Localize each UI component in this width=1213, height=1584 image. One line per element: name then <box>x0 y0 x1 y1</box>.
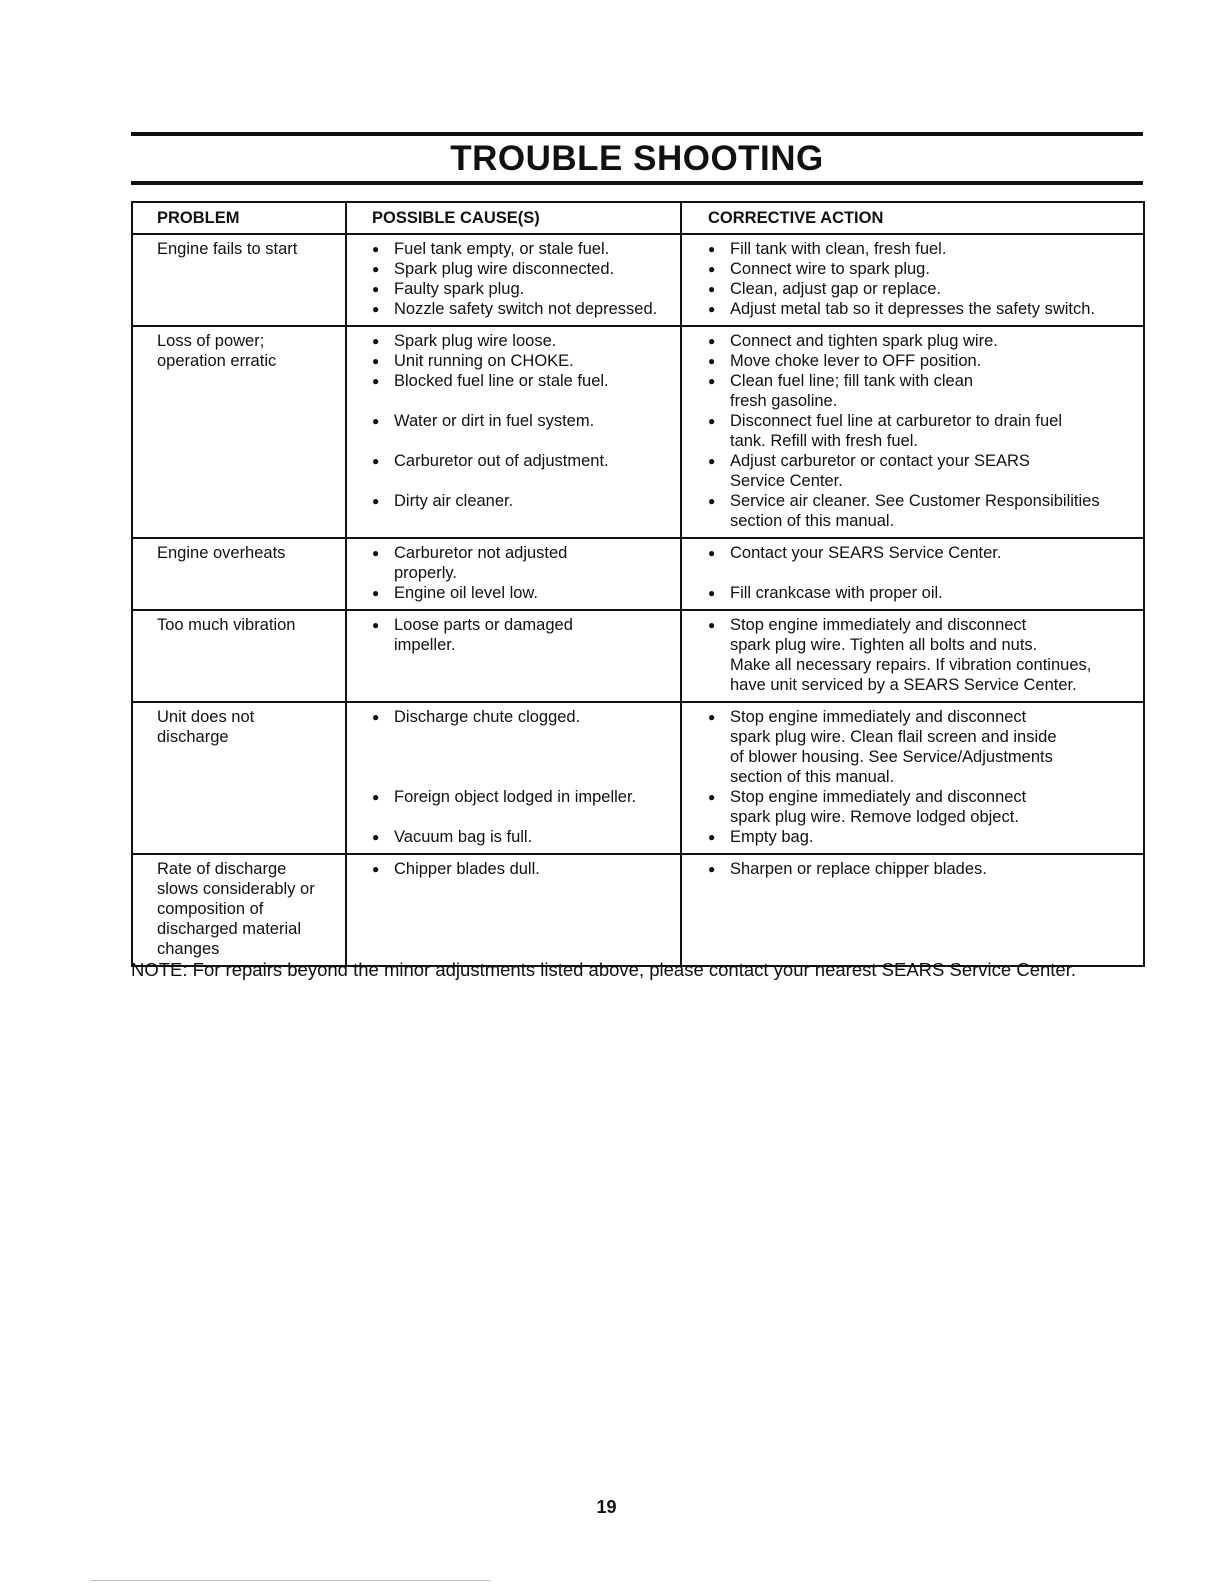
action-item-line: of blower housing. See Service/Adjustments <box>730 748 1053 766</box>
action-cell <box>681 538 1144 610</box>
action-item <box>708 239 1143 259</box>
bullet-icon: ● <box>708 546 716 560</box>
action-item-line: Make all necessary repairs. If vibration continues, <box>730 656 1092 674</box>
bullet-icon: ● <box>708 830 716 844</box>
action-item-line: section of this manual. <box>730 512 895 530</box>
table-row <box>132 538 1144 610</box>
bullet-icon: ● <box>372 374 380 388</box>
action-item-line: fresh gasoline. <box>730 392 838 410</box>
action-item <box>708 411 1143 451</box>
cause-item <box>372 491 680 531</box>
bullet-icon: ● <box>708 862 716 876</box>
cause-item <box>372 707 680 787</box>
cause-item-line: impeller. <box>394 636 456 654</box>
action-item <box>708 371 1143 411</box>
bullet-icon: ● <box>708 710 716 724</box>
bullet-icon: ● <box>372 262 380 276</box>
cause-item-line: Spark plug wire loose. <box>394 332 557 350</box>
action-item <box>708 299 1143 319</box>
bullet-icon: ● <box>372 586 380 600</box>
bullet-icon: ● <box>372 546 380 560</box>
cause-item <box>372 787 680 827</box>
bullet-icon: ● <box>708 618 716 632</box>
action-cell <box>681 326 1144 538</box>
cause-item <box>372 351 680 371</box>
cause-item <box>372 299 680 319</box>
troubleshooting-table <box>131 201 1145 967</box>
bullet-icon: ● <box>708 354 716 368</box>
bullet-icon: ● <box>708 302 716 316</box>
bullet-icon: ● <box>708 790 716 804</box>
cause-item-line: Spark plug wire disconnected. <box>394 260 615 278</box>
cause-cell <box>346 326 681 538</box>
action-item-line: Sharpen or replace chipper blades. <box>730 860 987 878</box>
cause-cell <box>346 234 681 326</box>
action-item-line: Empty bag. <box>730 828 814 846</box>
action-item <box>708 787 1143 827</box>
action-cell <box>681 854 1144 966</box>
cause-item-line: Engine oil level low. <box>394 584 539 602</box>
action-item-line: Stop engine immediately and disconnect <box>730 616 1027 634</box>
problem-line: Loss of power; <box>157 332 265 350</box>
table-row <box>132 234 1144 326</box>
action-cell <box>681 234 1144 326</box>
action-item-line: Fill crankcase with proper oil. <box>730 584 943 602</box>
header-corrective-action: CORRECTIVE ACTION <box>681 202 1144 234</box>
bullet-icon: ● <box>372 494 380 508</box>
cause-item <box>372 239 680 259</box>
problem-line: Engine fails to start <box>157 240 298 258</box>
cause-item <box>372 331 680 351</box>
cause-item <box>372 615 680 695</box>
action-item-line: Adjust carburetor or contact your SEARS <box>730 452 1030 470</box>
cause-item-line: Water or dirt in fuel system. <box>394 412 595 430</box>
cause-cell <box>346 854 681 966</box>
cause-item-line: Foreign object lodged in impeller. <box>394 788 637 806</box>
table-row <box>132 326 1144 538</box>
bullet-icon: ● <box>372 334 380 348</box>
cause-item-line: Carburetor not adjusted <box>394 544 568 562</box>
action-item-line: Service Center. <box>730 472 843 490</box>
cause-item-line: Fuel tank empty, or stale fuel. <box>394 240 610 258</box>
cause-item <box>372 371 680 411</box>
cause-cell <box>346 610 681 702</box>
bottom-rule <box>131 181 1143 185</box>
problem-line: Engine overheats <box>157 544 286 562</box>
cause-item-line: Discharge chute clogged. <box>394 708 581 726</box>
cause-item-line: properly. <box>394 564 457 582</box>
action-item <box>708 583 1143 603</box>
header-possible-causes: POSSIBLE CAUSE(S) <box>346 202 681 234</box>
bullet-icon: ● <box>372 282 380 296</box>
action-item-line: Service air cleaner. See Customer Responsibilities <box>730 492 1100 510</box>
cause-item-line: Dirty air cleaner. <box>394 492 514 510</box>
action-item-line: Connect and tighten spark plug wire. <box>730 332 998 350</box>
action-item <box>708 615 1143 695</box>
action-item-line: Fill tank with clean, fresh fuel. <box>730 240 947 258</box>
cause-item-line: Loose parts or damaged <box>394 616 573 634</box>
problem-line: Rate of discharge <box>157 860 287 878</box>
problem-cell <box>132 702 346 854</box>
problem-cell <box>132 234 346 326</box>
cause-item-line: Carburetor out of adjustment. <box>394 452 609 470</box>
problem-cell <box>132 538 346 610</box>
bullet-icon: ● <box>372 354 380 368</box>
cause-item-line: Nozzle safety switch not depressed. <box>394 300 658 318</box>
action-item-line: Disconnect fuel line at carburetor to drain fuel <box>730 412 1063 430</box>
bullet-icon: ● <box>708 494 716 508</box>
cause-item-line: Unit running on CHOKE. <box>394 352 574 370</box>
action-item <box>708 331 1143 351</box>
bullet-icon: ● <box>708 262 716 276</box>
problem-line: Too much vibration <box>157 616 296 634</box>
bullet-icon: ● <box>372 302 380 316</box>
table-row <box>132 702 1144 854</box>
problem-cell <box>132 610 346 702</box>
service-note: NOTE: For repairs beyond the minor adjustments listed above, please contact your nearest SEARS Service Center. <box>131 959 1076 980</box>
cause-item <box>372 259 680 279</box>
problem-line: changes <box>157 940 220 958</box>
action-item-line: tank. Refill with fresh fuel. <box>730 432 918 450</box>
table-row <box>132 854 1144 966</box>
action-item-line: Clean fuel line; fill tank with clean <box>730 372 974 390</box>
header-problem: PROBLEM <box>132 202 346 234</box>
cause-cell <box>346 702 681 854</box>
bullet-icon: ● <box>708 334 716 348</box>
bullet-icon: ● <box>372 242 380 256</box>
action-item-line: Stop engine immediately and disconnect <box>730 708 1027 726</box>
problem-line: Unit does not <box>157 708 255 726</box>
page-title: TROUBLE SHOOTING <box>450 139 824 178</box>
bullet-icon: ● <box>372 790 380 804</box>
action-item <box>708 279 1143 299</box>
cause-item <box>372 411 680 451</box>
table-header-row <box>132 202 1144 234</box>
bullet-icon: ● <box>708 282 716 296</box>
table-body <box>132 234 1144 966</box>
problem-line: discharge <box>157 728 229 746</box>
problem-cell <box>132 326 346 538</box>
cause-item <box>372 543 680 583</box>
bullet-icon: ● <box>708 586 716 600</box>
action-item <box>708 859 1143 879</box>
cause-item-line: Vacuum bag is full. <box>394 828 533 846</box>
bullet-icon: ● <box>708 454 716 468</box>
table-row <box>132 610 1144 702</box>
action-item-line: spark plug wire. Remove lodged object. <box>730 808 1019 826</box>
bullet-icon: ● <box>372 618 380 632</box>
bullet-icon: ● <box>372 830 380 844</box>
cause-item <box>372 279 680 299</box>
action-item <box>708 351 1143 371</box>
bullet-icon: ● <box>372 454 380 468</box>
action-item-line: have unit serviced by a SEARS Service Center. <box>730 676 1077 694</box>
cause-cell <box>346 538 681 610</box>
scan-edge-line <box>90 1580 490 1581</box>
bullet-icon: ● <box>372 862 380 876</box>
bullet-icon: ● <box>708 414 716 428</box>
problem-line: discharged material <box>157 920 301 938</box>
problem-cell <box>132 854 346 966</box>
cause-item <box>372 827 680 847</box>
action-item <box>708 451 1143 491</box>
action-cell <box>681 702 1144 854</box>
cause-item <box>372 583 680 603</box>
action-item <box>708 543 1143 583</box>
bullet-icon: ● <box>372 710 380 724</box>
action-item-line: Stop engine immediately and disconnect <box>730 788 1027 806</box>
cause-item-line: Faulty spark plug. <box>394 280 525 298</box>
action-item-line: spark plug wire. Tighten all bolts and nuts. <box>730 636 1038 654</box>
action-item <box>708 259 1143 279</box>
bullet-icon: ● <box>372 414 380 428</box>
action-item-line: Connect wire to spark plug. <box>730 260 930 278</box>
problem-line: composition of <box>157 900 264 918</box>
action-item-line: spark plug wire. Clean flail screen and inside <box>730 728 1057 746</box>
action-item-line: Contact your SEARS Service Center. <box>730 544 1002 562</box>
action-cell <box>681 610 1144 702</box>
action-item-line: section of this manual. <box>730 768 895 786</box>
bullet-icon: ● <box>708 242 716 256</box>
problem-line: operation erratic <box>157 352 277 370</box>
page-number: 19 <box>596 1497 617 1517</box>
action-item-line: Adjust metal tab so it depresses the safety switch. <box>730 300 1096 318</box>
action-item-line: Clean, adjust gap or replace. <box>730 280 941 298</box>
action-item-line: Move choke lever to OFF position. <box>730 352 982 370</box>
problem-line: slows considerably or <box>157 880 315 898</box>
cause-item <box>372 859 680 879</box>
cause-item <box>372 451 680 491</box>
cause-item-line: Blocked fuel line or stale fuel. <box>394 372 609 390</box>
bullet-icon: ● <box>708 374 716 388</box>
action-item <box>708 491 1143 531</box>
cause-item-line: Chipper blades dull. <box>394 860 540 878</box>
action-item <box>708 827 1143 847</box>
action-item <box>708 707 1143 787</box>
